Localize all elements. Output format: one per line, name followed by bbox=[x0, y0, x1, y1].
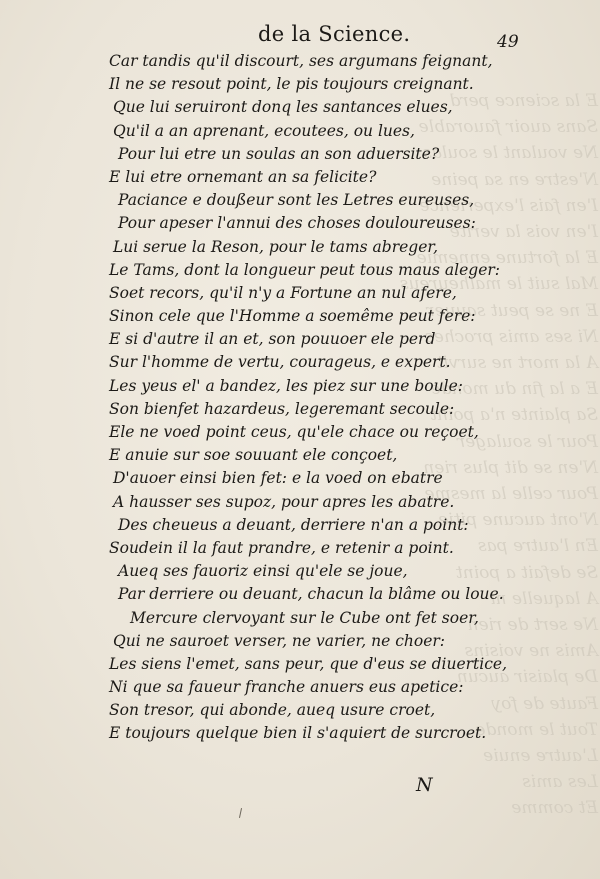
verse-line: Pour lui etre un soulas an son aduersite? bbox=[118, 144, 440, 163]
verse-line: Les siens l'emet, sans peur, que d'eus se diuertice, bbox=[109, 654, 508, 673]
bleed-through-text: E la science perd Sans auoir fauorable Ne voulant le soulas N'estre en sa peine I'en fais l'experience I'en vois la verite E la fortune ennemie Mal suit le malheureus E ne se peut sauuer Ni ses amis proches A la mort ne survit E a la fin du monde Sa plainte n'a point Pour le soulager N'en se dit plus rien Pour celle la mesme N'ont aucune pitie En l'autre pas Se defait a point A laquelle ni Ne sert de rien Amis ne voisins De plaisir aucun Faute de foy Tout le monde L'autre enuie Les amis Et comme bbox=[399, 91, 598, 819]
verse-line: Lui serue la Reson, pour le tams abreger, bbox=[113, 237, 439, 256]
verse-line: E lui etre ornemant an sa felicite? bbox=[109, 167, 377, 186]
verse-line: Soet recors, qu'il n'y a Fortune an nul afere, bbox=[109, 283, 457, 302]
verse-line: Des cheueus a deuant, derriere n'an a point: bbox=[118, 515, 469, 534]
verse-line: Car tandis qu'il discourt, ses argumans feignant, bbox=[109, 52, 493, 70]
verse-line: Aueq ses fauoriz einsi qu'ele se joue, bbox=[118, 562, 408, 581]
verse-line: Qui ne sauroet verser, ne varier, ne choer: bbox=[113, 631, 445, 650]
verse-line: Il ne se resout point, le pis toujours creignant. bbox=[109, 75, 474, 94]
verse-line: Sur l'homme de vertu, courageus, e expert. bbox=[109, 353, 451, 372]
verse-line: Soudein il la faut prandre, e retenir a point. bbox=[109, 538, 454, 557]
verse-line: E toujours quelque bien il s'aquiert de surcroet. bbox=[109, 724, 487, 743]
verse-line: Mercure clervoyant sur le Cube ont fet soer, bbox=[130, 608, 479, 627]
running-head: de la Science. bbox=[258, 22, 411, 46]
verse-line: D'auoer einsi bien fet: e la voed on ebatre bbox=[113, 469, 443, 488]
verse-line: A hausser ses supoz, pour apres les abatre. bbox=[113, 492, 455, 511]
verse-block bbox=[100, 50, 508, 746]
verse-line: E si d'autre il an et, son pouuoer ele perd bbox=[109, 330, 436, 349]
verse-line: Ni que sa faueur franche anuers eus apetice: bbox=[109, 678, 464, 697]
page-number: 49 bbox=[497, 32, 519, 52]
verse-line: Pour apeser l'annui des choses douloureuses: bbox=[118, 214, 476, 233]
ink-speck bbox=[239, 808, 242, 818]
verse-line: Sinon cele que l'Homme a soemême peut fere: bbox=[109, 307, 476, 326]
verse-line: Son tresor, qui abonde, aueq usure croet, bbox=[109, 701, 436, 720]
verse-line: Que lui seruiront donq les santances elues, bbox=[113, 98, 453, 117]
verse-line: Qu'il a an aprenant, ecoutees, ou lues, bbox=[113, 121, 415, 140]
verse-line: Son bienfet hazardeus, legeremant secoule: bbox=[109, 399, 455, 418]
verse-line: Les yeus el' a bandez, les piez sur une boule: bbox=[109, 376, 463, 395]
verse-line: E anuie sur soe souuant ele conçoet, bbox=[109, 446, 398, 465]
signature-mark: N bbox=[416, 774, 433, 796]
verse-line: Le Tams, dont la longueur peut tous maus aleger: bbox=[109, 260, 501, 279]
verse-line: Ele ne voed point ceus, qu'ele chace ou reçoet, bbox=[109, 423, 479, 441]
verse-line: Paciance e doußeur sont les Letres eureuses, bbox=[118, 191, 475, 210]
verse-line: Par derriere ou deuant, chacun la blâme ou loue. bbox=[118, 585, 504, 604]
